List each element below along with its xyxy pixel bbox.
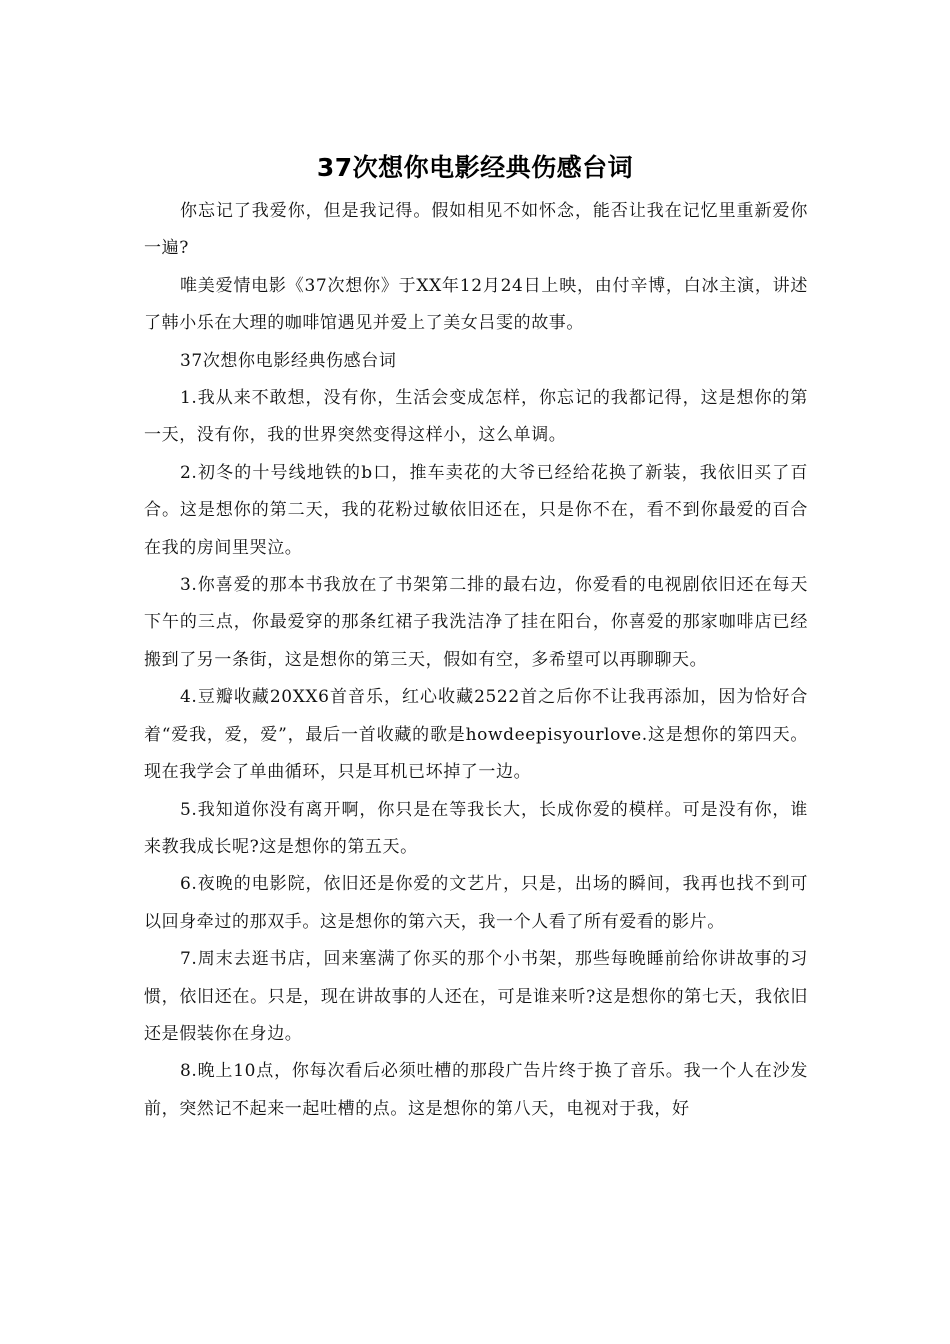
quote-item-2: 2.初冬的十号线地铁的b口，推车卖花的大爷已经给花换了新装，我依旧买了百合。这是想你的第二天，我的花粉过敏依旧还在，只是你不在，看不到你最爱的百合在我的房间里哭泣。 bbox=[144, 462, 808, 558]
document-title: 37次想你电影经典伤感台词 bbox=[316, 153, 634, 182]
quote-item-8: 8.晚上10点，你每次看后必须吐槽的那段广告片终于换了音乐。我一个人在沙发前，突然记不起来一起吐槽的点。这是想你的第八天，电视对于我，好 bbox=[144, 1061, 808, 1119]
document-body bbox=[144, 193, 808, 1128]
movie-summary-paragraph: 唯美爱情电影《37次想你》于XX年12月24日上映，由付辛博，白冰主演，讲述了韩小乐在大理的咖啡馆遇见并爱上了美女吕雯的故事。 bbox=[144, 275, 808, 334]
quote-item-5: 5.我知道你没有离开啊，你只是在等我长大，长成你爱的模样。可是没有你，谁来教我成长呢?这是想你的第五天。 bbox=[144, 799, 808, 857]
section-heading: 37次想你电影经典伤感台词 bbox=[180, 350, 397, 371]
intro-paragraph: 你忘记了我爱你，但是我记得。假如相见不如怀念，能否让我在记忆里重新爱你一遍? bbox=[144, 201, 808, 259]
quote-item-4: 4.豆瓣收藏20XX6首音乐，红心收藏2522首之后你不让我再添加，因为恰好合着“爱我，爱，爱”，最后一首收藏的歌是howdeepisyourlove.这是想你的第四天。现在我学会了单曲循环，只是耳机已坏掉了一边。 bbox=[144, 687, 808, 783]
quote-item-3: 3.你喜爱的那本书我放在了书架第二排的最右边，你爱看的电视剧依旧还在每天下午的三点，你最爱穿的那条红裙子我洗洁净了挂在阳台，你喜爱的那家咖啡店已经搬到了另一条街，这是想你的第三天，假如有空，多希望可以再聊聊天。 bbox=[144, 575, 808, 670]
quote-item-1: 1.我从来不敢想，没有你，生活会变成怎样，你忘记的我都记得，这是想你的第一天，没有你，我的世界突然变得这样小，这么单调。 bbox=[144, 388, 808, 446]
quote-item-7: 7.周末去逛书店，回来塞满了你买的那个小书架，那些每晚睡前给你讲故事的习惯，依旧还在。只是，现在讲故事的人还在，可是谁来听?这是想你的第七天，我依旧还是假装你在身边。 bbox=[144, 949, 808, 1044]
quote-item-6: 6.夜晚的电影院，依旧还是你爱的文艺片，只是，出场的瞬间，我再也找不到可以回身牵过的那双手。这是想你的第六天，我一个人看了所有爱看的影片。 bbox=[144, 874, 808, 932]
